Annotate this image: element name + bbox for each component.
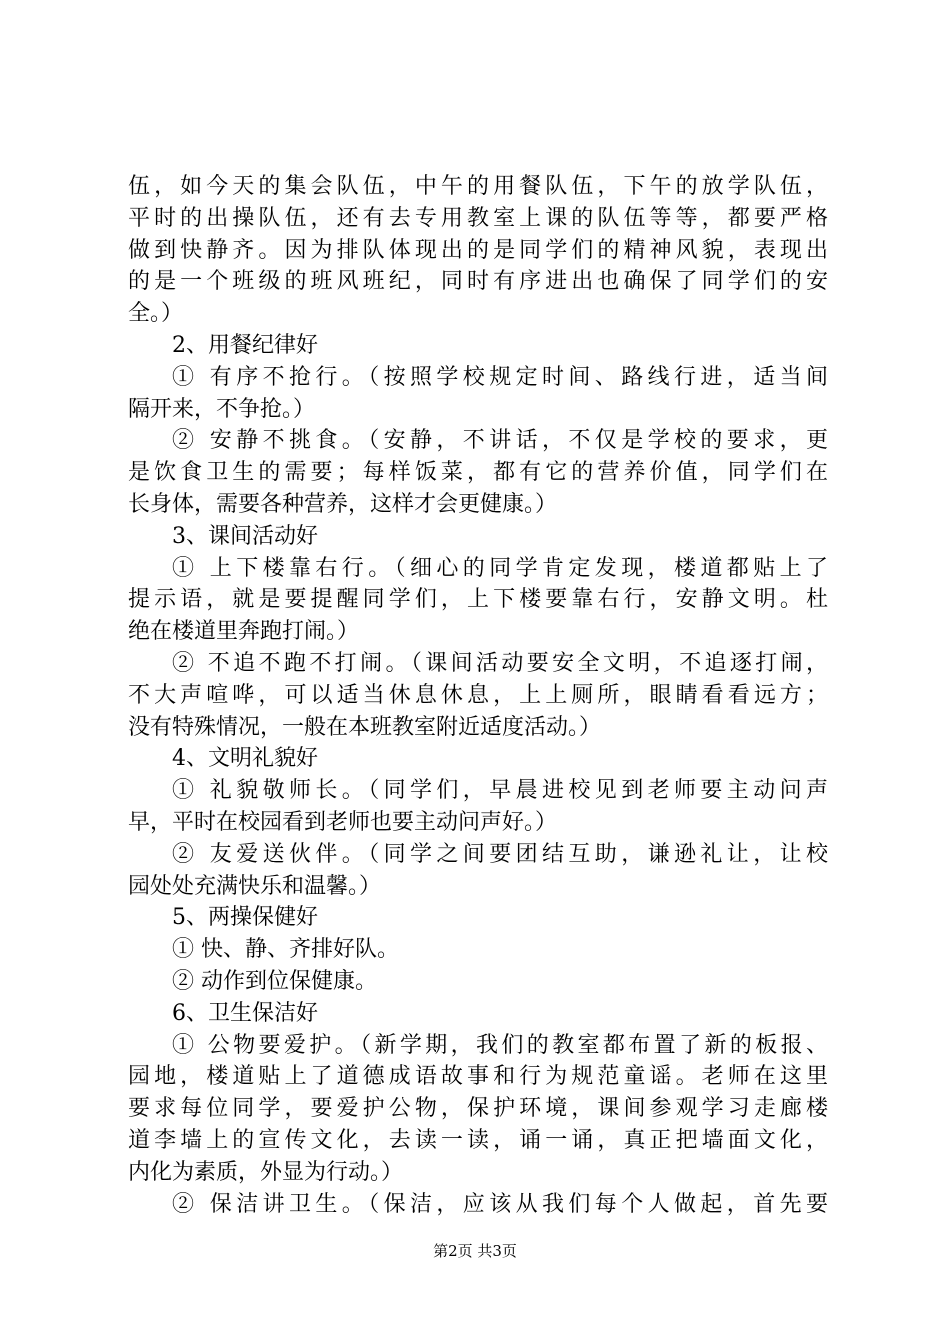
- page-footer: 第2页 共3页: [433, 1242, 517, 1260]
- text-line: ② 友爱送伙伴。（同学之间要团结互助，谦逊礼让，让校: [172, 841, 828, 867]
- text-line: 2、用餐纪律好: [172, 332, 318, 358]
- text-line: 要求每位同学，要爱护公物，保护环境，课间参观学习走廊楼: [128, 1096, 828, 1122]
- text-line: 早，平时在校园看到老师也要主动问声好。）: [128, 809, 558, 835]
- text-line: 隔开来，不争抢。）: [128, 396, 316, 422]
- text-line: 绝在楼道里奔跑打闹。）: [128, 619, 360, 645]
- text-line: 是饮食卫生的需要；每样饭菜，都有它的营养价值，同学们在: [128, 460, 828, 486]
- text-line: 内化为素质，外显为行动。）: [128, 1159, 404, 1185]
- text-line: 长身体，需要各种营养，这样才会更健康。）: [128, 491, 558, 517]
- text-line: ① 礼貌敬师长。（同学们，早晨进校见到老师要主动问声: [172, 778, 828, 804]
- text-line: ② 不追不跑不打闹。（课间活动要安全文明，不追逐打闹，: [172, 650, 828, 676]
- text-line: 不大声喧哗，可以适当休息休息，上上厕所，眼睛看看远方；: [128, 682, 828, 708]
- text-line: 园处处充满快乐和温馨。）: [128, 873, 382, 899]
- text-line: 6、卫生保洁好: [172, 1000, 318, 1026]
- text-line: 道李墙上的宣传文化，去读一读，诵一诵，真正把墙面文化，: [128, 1127, 828, 1153]
- text-line: ② 保洁讲卫生。（保洁，应该从我们每个人做起，首先要: [172, 1191, 828, 1217]
- text-line: 的是一个班级的班风班纪，同时有序进出也确保了同学们的安: [128, 269, 828, 295]
- text-line: 平时的出操队伍，还有去专用教室上课的队伍等等，都要严格: [128, 205, 828, 231]
- text-line: 3、课间活动好: [172, 523, 318, 549]
- text-line: 全。）: [128, 301, 184, 327]
- text-line: ② 安静不挑食。（安静，不讲话，不仅是学校的要求，更: [172, 428, 828, 454]
- text-line: ① 有序不抢行。（按照学校规定时间、路线行进，适当间: [172, 364, 828, 390]
- text-line: 5、两操保健好: [172, 905, 318, 931]
- text-line: 园地，楼道贴上了道德成语故事和行为规范童谣。老师在这里: [128, 1064, 828, 1090]
- text-line: 做到快静齐。因为排队体现出的是同学们的精神风貌，表现出: [128, 237, 828, 263]
- text-line: ② 动作到位保健康。: [172, 968, 377, 994]
- text-line: 提示语，就是要提醒同学们，上下楼要靠右行，安静文明。杜: [128, 587, 828, 613]
- body-text: [128, 171, 828, 1220]
- text-line: ① 上下楼靠右行。（细心的同学肯定发现，楼道都贴上了: [172, 555, 828, 581]
- text-line: 伍，如今天的集会队伍，中午的用餐队伍，下午的放学队伍，: [128, 174, 828, 199]
- text-line: ① 快、静、齐排好队。: [172, 937, 399, 963]
- text-line: 没有特殊情况，一般在本班教室附近适度活动。）: [128, 714, 602, 740]
- text-line: ① 公物要爱护。（新学期，我们的教室都布置了新的板报、: [172, 1032, 828, 1058]
- text-line: 4、文明礼貌好: [172, 746, 318, 772]
